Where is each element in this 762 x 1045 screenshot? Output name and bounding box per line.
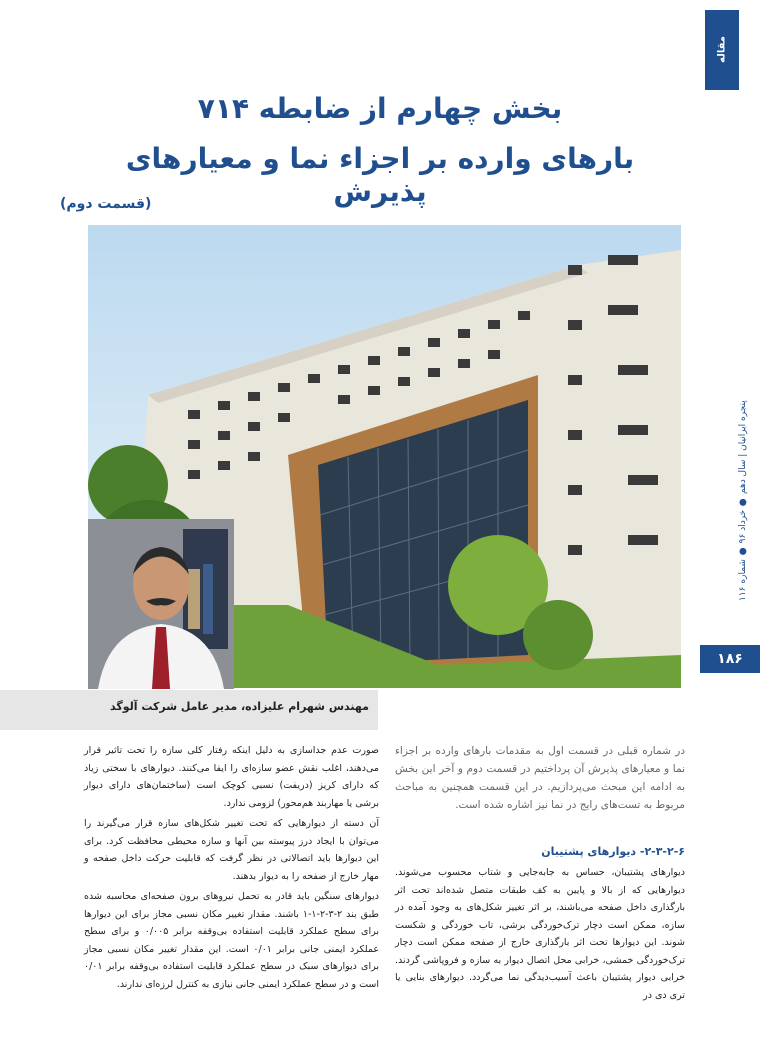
article-subtitle: (قسمت دوم) [60, 196, 152, 212]
author-portrait [88, 519, 234, 689]
section-tab-label: مقاله [716, 36, 728, 64]
article-title-line1: بخش چهارم از ضابطه ۷۱۴ [197, 92, 563, 125]
left-paragraph-2: آن دسته از دیوارهایی که تحت تغییر شکل‌های سازه قرار می‌گیرند را می‌توان با ایجاد درز پیوسته بین آنها و سازه محیطی محافظت کرد. برای این دیوارها باید اتصالاتی در نظر گرفت که قابلیت حرکت داخل صفحه و مهار خارج از صفحه را به دیوار بدهند. [84, 818, 379, 882]
issue-info: پنجره ایرانیان | سال دهم ● خرداد ۹۶ ● شماره ۱۱۶ [738, 400, 748, 601]
right-paragraph: دیوارهای پشتیبان، حساس به جابه‌جایی و شتاب محسوب می‌شوند. دیوارهایی که از بالا و پایین به کف طبقات متصل شده‌اند تحت اثر بارگذاری داخل صفحه می‌باشند، بر اثر تغییر شکل‌های به وجود آمده در سازه، ممکن است دچار ترک‌خوردگی برشی، تاب خوردگی و شکست شوند. این دیوارها تحت اثر بارگذاری خارج از صفحه ممکن است دچار ترک‌خوردگی خمشی، خرابی محل اتصال دیوار به سازه و فروپاشی گردند. خرابی دیوار پشتیبان باعث آسیب‌دیدگی نما می‌گردد. دیوارهای بنایی یا تری دی در [395, 867, 685, 1001]
section-heading: ۲-۳-۲-۶- دیوارهای پشتیبان [541, 845, 685, 858]
page-number: ۱۸۶ [700, 645, 760, 673]
intro-paragraph: در شماره قبلی در قسمت اول به مقدمات بارهای وارده بر اجزاء نما و معیارهای پذیرش آن پرداختیم در قسمت دوم و آخر این بخش به ادامه این مبحث می‌پردازیم. در این قسمت همچنین به مباحث مربوط به تست‌های رایج در نما نیز اشاره شده است. [395, 745, 685, 811]
photo-caption: مهندس شهرام علیزاده، مدیر عامل شرکت آلوگد [110, 700, 369, 713]
article-title-line2: بارهای وارده بر اجزاء نما و معیارهای پذیرش [125, 142, 635, 208]
left-paragraph-1: صورت عدم جداسازی به دلیل اینکه رفتار کلی سازه را تحت تاثیر قرار می‌دهند، اغلب نقش عضو سازه‌ای را ایفا می‌کنند. دیوارهای با سختی زیاد که دارای کریز (دریفت) نسبی کوچک است (ساختمان‌های دارای دیوار برشی یا مهاربند هم‌محور) لزومی ندارد. [84, 745, 379, 809]
left-column [84, 742, 379, 996]
section-tab [705, 10, 739, 90]
left-paragraph-3: دیوارهای سنگین باید قادر به تحمل نیروهای برون صفحه‌ای محاسبه شده طبق بند ۲-۳-۲-۱-۱ باشند. مقدار تغییر مکان نسبی مجاز برای این دیوارها برای سطح عملکرد قابلیت استفاده بی‌وقفه برابر ۰/۰۰۵ و برای سطح عملکرد ایمنی جانی برابر ۰/۰۱ است. این مقدار تغییر مکان نسبی مجاز برای دیوارهای سبک در سطح عملکرد قابلیت استفاده بی‌وقفه برابر ۰/۰۱ است و در سطح عملکرد ایمنی جانی نیازی به کنترل لرزه‌ای ندارند. [84, 891, 379, 990]
